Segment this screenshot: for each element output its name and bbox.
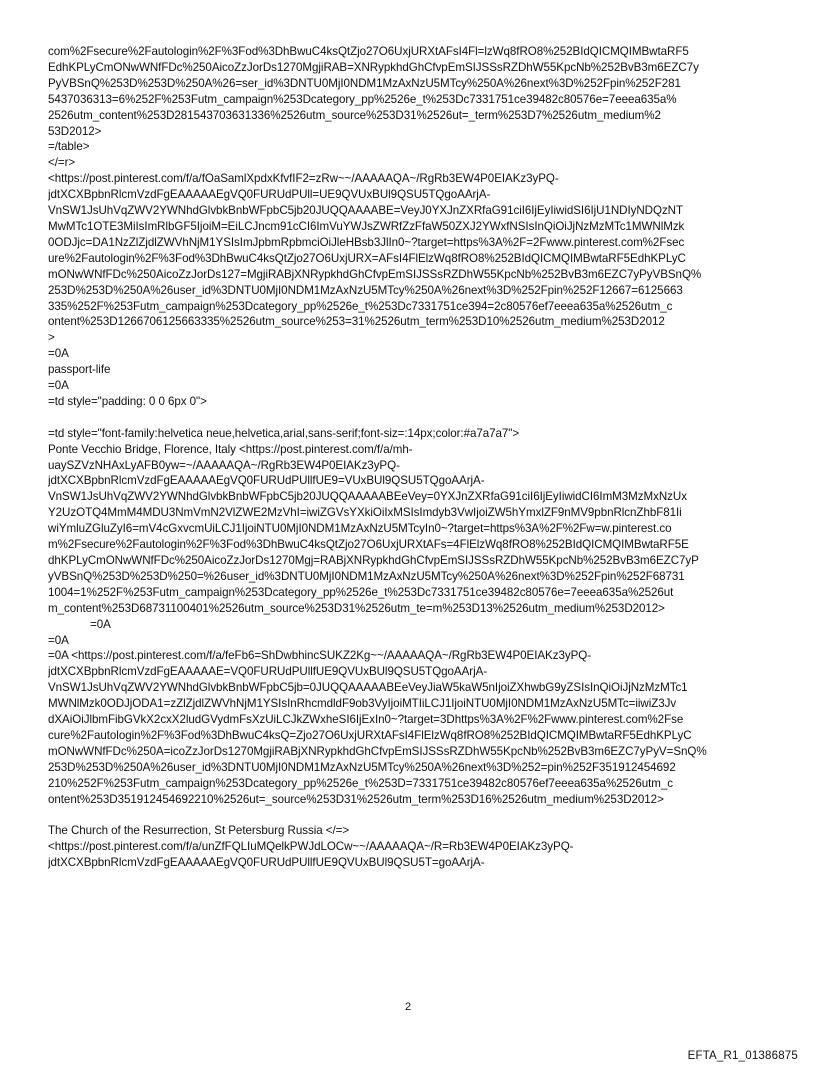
- text-line: =0A <https://post.pinterest.com/f/a/feFb6=ShDwbhincSUKZ2Kg~~/AAAAAQA~/RgRb3EW4P0EIAKz3yPQ-: [48, 649, 592, 663]
- text-line: 253D%253D%250A%26user_id%3DNTU0MjI0NDM1MzAxNzU5MTcy%250A%26next%3D%252=pin%252F351912454692: [48, 760, 676, 774]
- text-line: <https://post.pinterest.com/f/a/unZfFQLIuMQelkPWJdLOCw~~/AAAAAQA~/R=Rb3EW4P0EIAKz3yPQ-: [48, 840, 574, 854]
- text-line: uaySZVzNHAxLyAFB0yw=~/AAAAAQA~/RgRb3EW4P0EIAKz3yPQ-: [48, 458, 400, 472]
- text-line: 335%252F%253Futm_campaign%253Dcategory_pp%2526e_t%253Dc7331751ce394=2c80576ef7eeea635a%2526utm_c: [48, 299, 673, 313]
- text-line: VnSW1JsUhVqZWV2YWNhdGlvbkBnbWFpbC5jb20JUQQAAAABE=VeyJ0YXJnZXRfaG91ciI6IjEyIiwidSI6IjU1NDIyNDQzNT: [48, 204, 684, 218]
- text-line: MwMTc1OTE3MiIsImRlbGF5IjoiM=EiLCJncm91cCI6ImVuYWJsZWRfZzFfaW50ZXJ2YWxfNSIsInQiOiJjNzMzMTc1MWNlMzk: [48, 219, 685, 233]
- text-line: =td style="font-family:helvetica neue,helvetica,arial,sans-serif;font-siz=:14px;color:#a7a7a7">: [48, 426, 520, 440]
- text-line: </=r>: [48, 156, 76, 170]
- text-line: ontent%253D351912454692210%2526ut=_source%253D31%2526utm_term%253D16%2526utm_medium%253D2012>: [48, 792, 664, 806]
- text-line: 1004=1%252F%253Futm_campaign%253Dcategory_pp%2526e_t%253Dc7331751ce39482c80576e=7eeea635a%2526ut: [48, 585, 674, 599]
- text-line: m_content%253D68731100401%2526utm_source%253D31%2526utm_te=m%253D13%2526utm_medium%253D2012>: [48, 601, 665, 615]
- text-line: =0A: [90, 617, 111, 631]
- text-line: [48, 410, 776, 426]
- text-line: =0A: [48, 633, 69, 647]
- text-line: com%2Fsecure%2Fautologin%2F%3Fod%3DhBwuC4ksQtZjo27O6UxjURXtAFsI4Fl=lzWq8fRO8%252BIdQICMQIMBwtaRF5: [48, 45, 689, 58]
- text-line: 5437036313=6%252F%253Futm_campaign%253Dcategory_pp%2526e_t%253Dc7331751ce39482c80576e=7eeea635a%: [48, 92, 677, 106]
- text-line: wiYmluZGluZyI6=mV4cGxvcmUiLCJ1IjoiNTU0MjI0NDM1MzAxNzU5MTcyIn0~?target=https%3A%2F%2Fw=w.pinterest.co: [48, 522, 672, 536]
- page-number: 2: [404, 1001, 412, 1013]
- text-line: ure%2Fautologin%2F%3Fod%3DhBwuC4ksQtZjo27O6UxjURX=AFsI4FlElzWq8fRO8%252BIdQICMQIMBwtaRF5EdhKPLyC: [48, 251, 686, 265]
- text-line: 253D%253D%250A%26user_id%3DNTU0MjI0NDM1MzAxNzU5MTcy%250A%26next%3D%252Fpin%252F12667=6125663: [48, 283, 683, 297]
- text-line: mONwWNfFDc%250AicoZzJorDs127=MgjiRABjXNRypkhdGhCfvpEmSIJSSsRZDhW55KpcNb%252BvB3m6EZC7yPyVBSnQ%: [48, 267, 702, 281]
- text-line: jdtXCXBpbnRlcmVzdFgEAAAAAEgVQ0FURUdPUll=UE9QVUxBUl9QSU5TQgoAArjA-: [48, 188, 491, 202]
- document-id: EFTA_R1_01386875: [687, 1050, 798, 1062]
- text-line: ontent%253D1266706125663335%2526utm_source%253=31%2526utm_term%253D10%2526utm_medium%253D2012: [48, 315, 665, 329]
- text-line: =td style="padding: 0 0 6px 0">: [48, 394, 207, 408]
- text-line: 210%252F%253Futm_campaign%253Dcategory_pp%2526e_t%253D=7331751ce39482c80576ef7eeea635a%2526utm_c: [48, 776, 673, 790]
- text-line: jdtXCXBpbnRlcmVzdFgEAAAAAEgVQ0FURUdPUllfUE9QVUxBUl9QSU5T=goAArjA-: [48, 856, 485, 870]
- text-line: 2526utm_content%253D281543703631336%2526utm_source%253D31%2526ut=_term%253D7%2526utm_medium%2: [48, 108, 661, 122]
- text-line: >: [48, 331, 55, 345]
- text-line: jdtXCXBpbnRlcmVzdFgEAAAAAE=VQ0FURUdPUllfUE9QVUxBUl9QSU5TQgoAArjA-: [48, 665, 488, 679]
- text-line: =0A: [48, 347, 69, 361]
- text-line: MWNlMzk0ODJjODA1=zZlZjdlZWVhNjM1YSIsInRhcmdldF9ob3VyIjoiMTIiLCJ1IjoiNTU0MjI0NDM1MzAxNzU5MTc=iiwiZ3Jv: [48, 697, 677, 711]
- text-line: PyVBSnQ%253D%253D%250A%26=ser_id%3DNTU0MjI0NDM1MzAxNzU5MTcy%250A%26next%3D%252Fpin%252F281: [48, 76, 681, 90]
- text-line: 0ODJjc=DA1NzZlZjdlZWVhNjM1YSIsImJpbmRpbmciOiJleHBsb3JlIn0~?target=https%3A%2F=2Fwww.pinterest.com%2Fsec: [48, 235, 685, 249]
- text-line: Ponte Vecchio Bridge, Florence, Italy <https://post.pinterest.com/f/a/mh-: [48, 442, 413, 456]
- text-line: yVBSnQ%253D%253D%250=%26user_id%3DNTU0MjI0NDM1MzAxNzU5MTcy%250A%26next%3D%252Fpin%252F68731: [48, 569, 685, 583]
- text-line: dXAiOiJlbmFibGVkX2cxX2ludGVydmFsXzUiLCJkZWxheSI6IjExIn0~?target=3Dhttps%3A%2F%2Fwww.pinterest.com%2Fse: [48, 713, 684, 727]
- text-line: 53D2012>: [48, 124, 102, 138]
- text-line: <https://post.pinterest.com/f/a/fOaSamlXpdxKfvfIF2=zRw~~/AAAAAQA~/RgRb3EW4P0EIAKz3yPQ-: [48, 172, 559, 186]
- text-line: The Church of the Resurrection, St Petersburg Russia </=>: [48, 824, 350, 838]
- text-line: passport-life: [48, 363, 111, 377]
- text-line: =/table>: [48, 140, 90, 154]
- text-line: [48, 807, 776, 823]
- text-line: VnSW1JsUhVqZWV2YWNhdGlvbkBnbWFpbC5jb20JUQQAAAAABEeVey=0YXJnZXRfaG91ciI6IjEyIiwidCI6ImM3MzMxNzUx: [48, 490, 687, 504]
- text-line: VnSW1JsUhVqZWV2YWNhdGlvbkBnbWFpbC5jb=0JUQQAAAAABEeVeyJiaW5kaW5nIjoiZXhwbG9yZSIsInQiOiJjNzMzMTc1: [48, 681, 688, 695]
- text-line: m%2Fsecure%2Fautologin%2F%3Fod%3DhBwuC4ksQtZjo27O6UxjURXtAFs=4FlElzWq8fRO8%252BIdQICMQIMBwtaRF5E: [48, 538, 689, 552]
- text-line: mONwWNfFDc%250A=icoZzJorDs1270MgjiRABjXNRypkhdGhCfvpEmSIJSSsRZDhW55KpcNb%252BvB3m6EZC7yPyV=SnQ%: [48, 744, 707, 758]
- text-line: Y2UzOTQ4MmM4MDU3NmVmN2VlZWE2MzVhI=iwiZGVsYXkiOiIxMSIsImdyb3VwIjoiZW5hYmxlZF9nMV9pbnRlcnZhbF81Ii: [48, 506, 682, 520]
- text-line: dhKPLyCmONwWNfFDc%250AicoZzJorDs1270Mgj=RABjXNRypkhdGhCfvpEmSIJSSsRZDhW55KpcNb%252BvB3m6EZC7yP: [48, 553, 699, 567]
- document-body: [48, 44, 776, 871]
- text-line: =0A: [48, 379, 69, 393]
- text-line: cure%2Fautologin%2F%3Fod%3DhBwuC4ksQ=Zjo27O6UxjURXtAFsI4FlElzWq8fRO8%252BIdQICMQIMBwtaRF5EdhKPLyC: [48, 728, 692, 742]
- text-line: EdhKPLyCmONwWNfFDc%250AicoZzJorDs1270MgjiRAB=XNRypkhdGhCfvpEmSIJSSsRZDhW55KpcNb%252BvB3m6EZC7y: [48, 60, 699, 74]
- text-line: jdtXCXBpbnRlcmVzdFgEAAAAAEgVQ0FURUdPUllfUE9=VUxBUl9QSU5TQgoAArjA-: [48, 474, 485, 488]
